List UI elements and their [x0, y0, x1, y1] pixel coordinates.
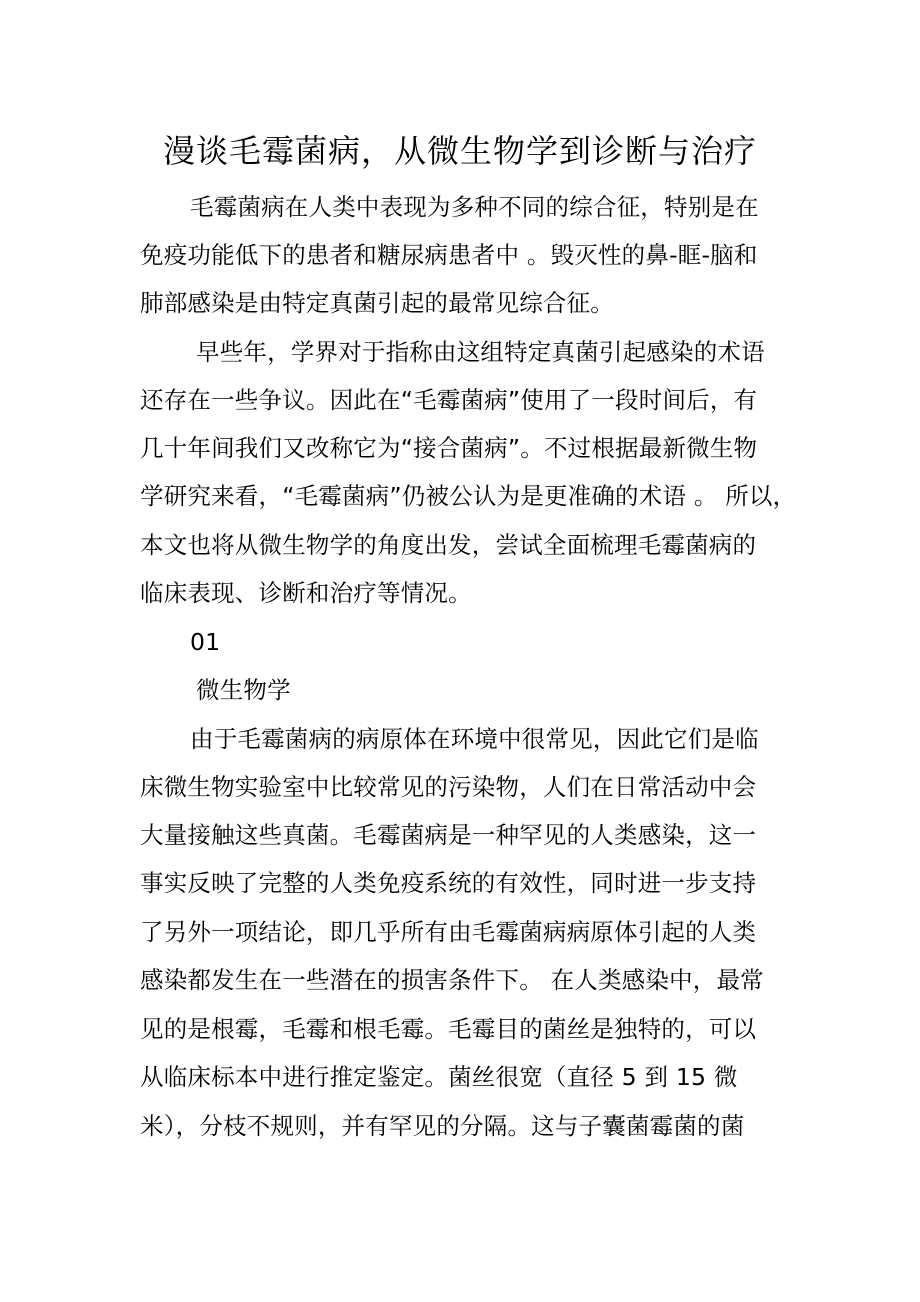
- paragraph-line: 还存在一些争议。因此在“毛霉菌病”使用了一段时间后，有: [140, 386, 758, 414]
- paragraph-line: 本文也将从微生物学的角度出发，尝试全面梳理毛霉菌病的: [140, 531, 757, 559]
- section-heading: 微生物学: [196, 676, 291, 704]
- paragraph-line: 床微生物实验室中比较常见的污染物，人们在日常活动中会: [140, 773, 757, 801]
- section-number: 01: [190, 628, 221, 656]
- paragraph-line: 了另外一项结论，即几乎所有由毛霉菌病病原体引起的人类: [140, 918, 757, 946]
- paragraph-line: 肺部感染是由特定真菌引起的最常见综合征。: [140, 289, 614, 317]
- paragraph-line: 大量接触这些真菌。毛霉菌病是一种罕见的人类感染，这一: [140, 821, 757, 849]
- paragraph-line: 几十年间我们又改称它为“接合菌病”。不过根据最新微生物: [140, 434, 758, 462]
- paragraph-line: 学研究来看，“毛霉菌病”仍被公认为是更准确的术语 。 所以，: [140, 482, 797, 510]
- paragraph-line: 毛霉菌病在人类中表现为多种不同的综合征，特别是在: [190, 193, 759, 221]
- paragraph-line: 由于毛霉菌病的病原体在环境中很常见，因此它们是临: [190, 725, 759, 753]
- paragraph-line: 米），分枝不规则，并有罕见的分隔。这与子囊菌霉菌的菌: [140, 1112, 745, 1140]
- paragraph-line: 临床表现、诊断和治疗等情况。: [140, 579, 472, 607]
- paragraph-line: 见的是根霉，毛霉和根毛霉。毛霉目的菌丝是独特的，可以: [140, 1015, 757, 1043]
- paragraph-line: 从临床标本中进行推定鉴定。菌丝很宽（直径 5 到 15 微: [140, 1063, 738, 1091]
- page-title: 漫谈毛霉菌病，从微生物学到诊断与治疗: [162, 132, 757, 170]
- paragraph-line: 早些年，学界对于指称由这组特定真菌引起感染的术语: [196, 338, 765, 366]
- paragraph-line: 免疫功能低下的患者和糖尿病患者中 。毁灭性的鼻-眶-脑和: [140, 241, 758, 269]
- paragraph-line: 事实反映了完整的人类免疫系统的有效性，同时进一步支持: [140, 869, 757, 897]
- paragraph-line: 感染都发生在一些潜在的损害条件下。 在人类感染中，最常: [140, 966, 764, 994]
